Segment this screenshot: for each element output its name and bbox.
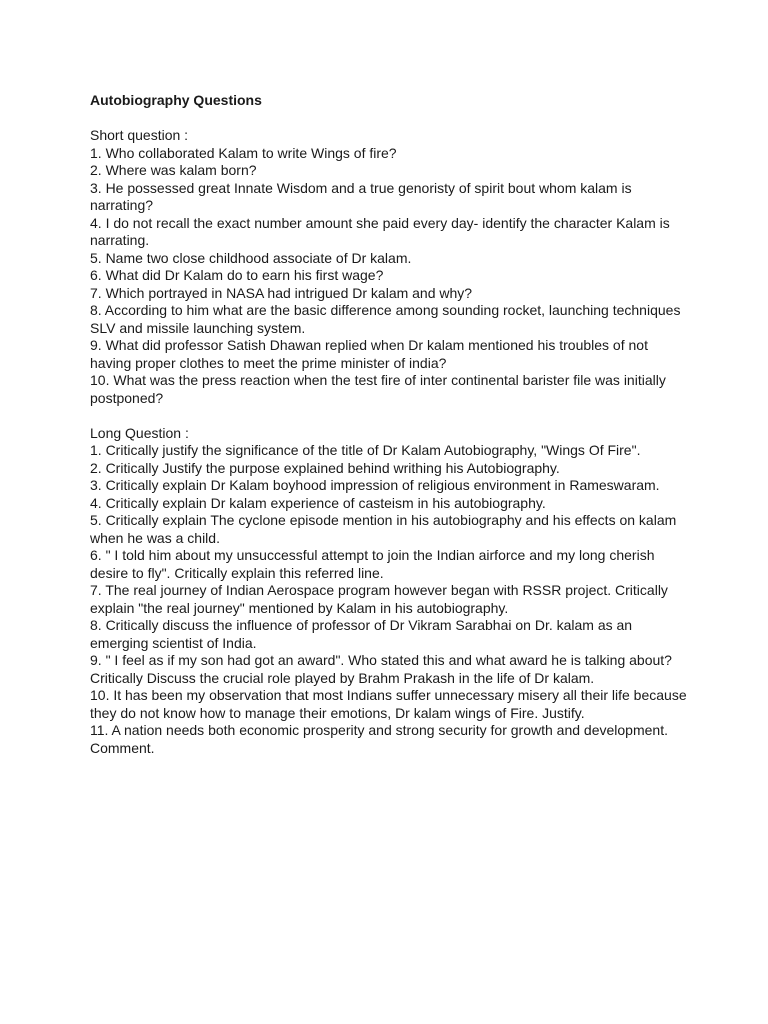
short-question-item: 5. Name two close childhood associate of Dr kalam. (90, 249, 412, 266)
long-question-item: 5. Critically explain The cyclone episode mention in his autobiography and his effects on kalam when he was a child. (90, 512, 677, 546)
short-question-heading: Short question : (90, 127, 189, 143)
document-page (90, 92, 690, 757)
short-question-item: 3. He possessed great Innate Wisdom and a true genoristy of spirit bout whom kalam is narrating? (90, 179, 632, 213)
long-question-item: 11. A nation needs both economic prosperity and strong security for growth and development. Comment. (90, 722, 668, 756)
short-question-section (90, 127, 690, 407)
long-question-item: 8. Critically discuss the influence of professor of Dr Vikram Sarabhai on Dr. kalam as an emerging scientist of India. (90, 617, 633, 651)
short-question-list (90, 145, 690, 408)
short-question-item: 2. Where was kalam born? (90, 162, 257, 178)
short-question-item: 4. I do not recall the exact number amount she paid every day- identify the character Kalam is narrating. (90, 214, 670, 248)
long-question-item: 6. " I told him about my unsuccessful attempt to join the Indian airforce and my long cherish desire to fly". Critically explain this referred line. (90, 547, 655, 581)
short-question-item: 10. What was the press reaction when the test fire of inter continental barister file was initially postponed? (90, 372, 666, 406)
long-question-item: 4. Critically explain Dr kalam experience of casteism in his autobiography. (90, 494, 546, 511)
long-question-item: 3. Critically explain Dr Kalam boyhood impression of religious environment in Rameswaram. (90, 477, 660, 493)
long-question-list (90, 442, 690, 757)
long-question-item: 9. " I feel as if my son had got an award". Who stated this and what award he is talking about? Critically Discuss the crucial role played by Brahm Prakash in the life of Dr kalam. (90, 652, 672, 686)
short-question-item: 9. What did professor Satish Dhawan replied when Dr kalam mentioned his troubles of not having proper clothes to meet the prime minister of india? (90, 337, 648, 371)
long-question-item: 2. Critically Justify the purpose explained behind writhing his Autobiography. (90, 459, 560, 476)
short-question-item: 6. What did Dr Kalam do to earn his first wage? (90, 267, 384, 283)
short-question-item: 7. Which portrayed in NASA had intrigued Dr kalam and why? (90, 284, 473, 301)
long-question-item: 1. Critically justify the significance of the title of Dr Kalam Autobiography, "Wings Of Fire". (90, 442, 641, 458)
long-question-item: 7. The real journey of Indian Aerospace program however began with RSSR project. Critically explain "the real journey" mentioned by Kalam in his autobiography. (90, 582, 668, 616)
long-question-item: 10. It has been my observation that most Indians suffer unnecessary misery all their life because they do not know how to manage their emotions, Dr kalam wings of Fire. Justify. (90, 687, 687, 721)
short-question-item: 8. According to him what are the basic difference among sounding rocket, launching techniques SLV and missile launching system. (90, 302, 681, 336)
long-question-section (90, 425, 690, 758)
short-question-item: 1. Who collaborated Kalam to write Wings of fire? (90, 144, 397, 161)
document-title: Autobiography Questions (90, 92, 262, 108)
long-question-heading: Long Question : (90, 424, 189, 441)
